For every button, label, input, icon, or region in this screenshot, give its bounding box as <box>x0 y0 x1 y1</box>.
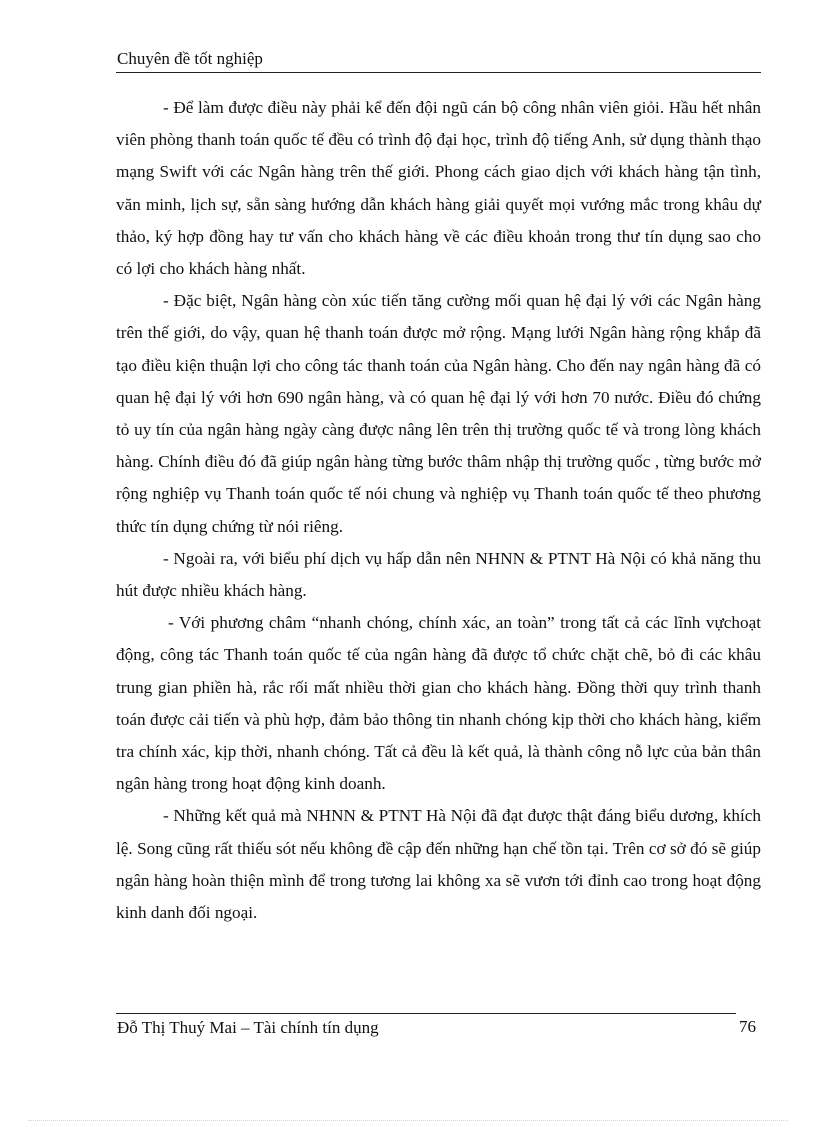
page-header-title: Chuyên đề tốt nghiệp <box>117 49 263 68</box>
paragraph-correspondent-relations: - Đặc biệt, Ngân hàng còn xúc tiến tăng cường mối quan hệ đại lý với các Ngân hàng trên thế giới, do vậy, quan hệ thanh toán được mở rộng. Mạng lưới Ngân hàng rộng khắp đã tạo điều kiện thuận lợi cho công tác thanh toán của Ngân hàng. Cho đến nay ngân hàng đã có quan hệ đại lý với hơn 690 ngân hàng, và có quan hệ đại lý với hơn 70 nước. Điều đó chứng tỏ uy tín của ngân hàng ngày càng được nâng lên trên thị trường quốc tế và trong lòng khách hàng. Chính điều đó đã giúp ngân hàng từng bước thâm nhập thị trường quốc , từng bước mở rộng nghiệp vụ Thanh toán quốc tế nói chung và nghiệp vụ Thanh toán quốc tế theo phương thức tín dụng chứng từ nói riêng. <box>116 291 761 536</box>
header-divider <box>116 72 761 73</box>
footer-divider <box>116 1013 736 1014</box>
paragraph-results-limitations: - Những kết quả mà NHNN & PTNT Hà Nội đã đạt được thật đáng biểu dương, khích lệ. Song cũng rất thiếu sót nếu không đề cập đến những hạn chế tồn tại. Trên cơ sở đó sẽ giúp ngân hàng hoàn thiện mình để trong tương lai không xa sẽ vươn tới đỉnh cao trong hoạt động kinh danh đối ngoại. <box>116 806 761 923</box>
paragraph-motto: - Với phương châm “nhanh chóng, chính xác, an toàn” trong tất cả các lĩnh vựchoạt động, công tác Thanh toán quốc tế của ngân hàng đã được tổ chức chặt chẽ, bỏ đi các khâu trung gian phiền hà, rắc rối mất nhiều thời gian cho khách hàng. Đồng thời quy trình thanh toán được cải tiến và phù hợp, đảm bảo thông tin nhanh chóng kịp thời cho khách hàng, kiểm tra chính xác, kịp thời, nhanh chóng. Tất cả đều là kết quả, là thành công nỗ lực của bản thân ngân hàng trong hoạt động kinh doanh. <box>116 613 761 794</box>
paragraph-staff: - Để làm được điều này phải kể đến đội ngũ cán bộ công nhân viên giỏi. Hầu hết nhân viên phòng thanh toán quốc tế đều có trình độ đại học, trình độ tiếng Anh, sử dụng thành thạo mạng Swift với các Ngân hàng trên thế giới. Phong cách giao dịch với khách hàng tận tình, văn minh, lịch sự, sẵn sàng hướng dẫn khách hàng giải quyết mọi vướng mắc trong khâu dự thảo, ký hợp đồng hay tư vấn cho khách hàng về các điều khoản trong thư tín dụng sao cho có lợi cho khách hàng nhất. <box>116 98 761 279</box>
document-body <box>116 92 761 929</box>
page-bottom-border <box>28 1120 788 1121</box>
page-number: 76 <box>739 1017 756 1036</box>
paragraph-service-fees: - Ngoài ra, với biểu phí dịch vụ hấp dẫn nên NHNN & PTNT Hà Nội có khả năng thu hút được nhiều khách hàng. <box>116 548 761 601</box>
footer-author: Đỗ Thị Thuý Mai – Tài chính tín dụng <box>117 1018 379 1037</box>
